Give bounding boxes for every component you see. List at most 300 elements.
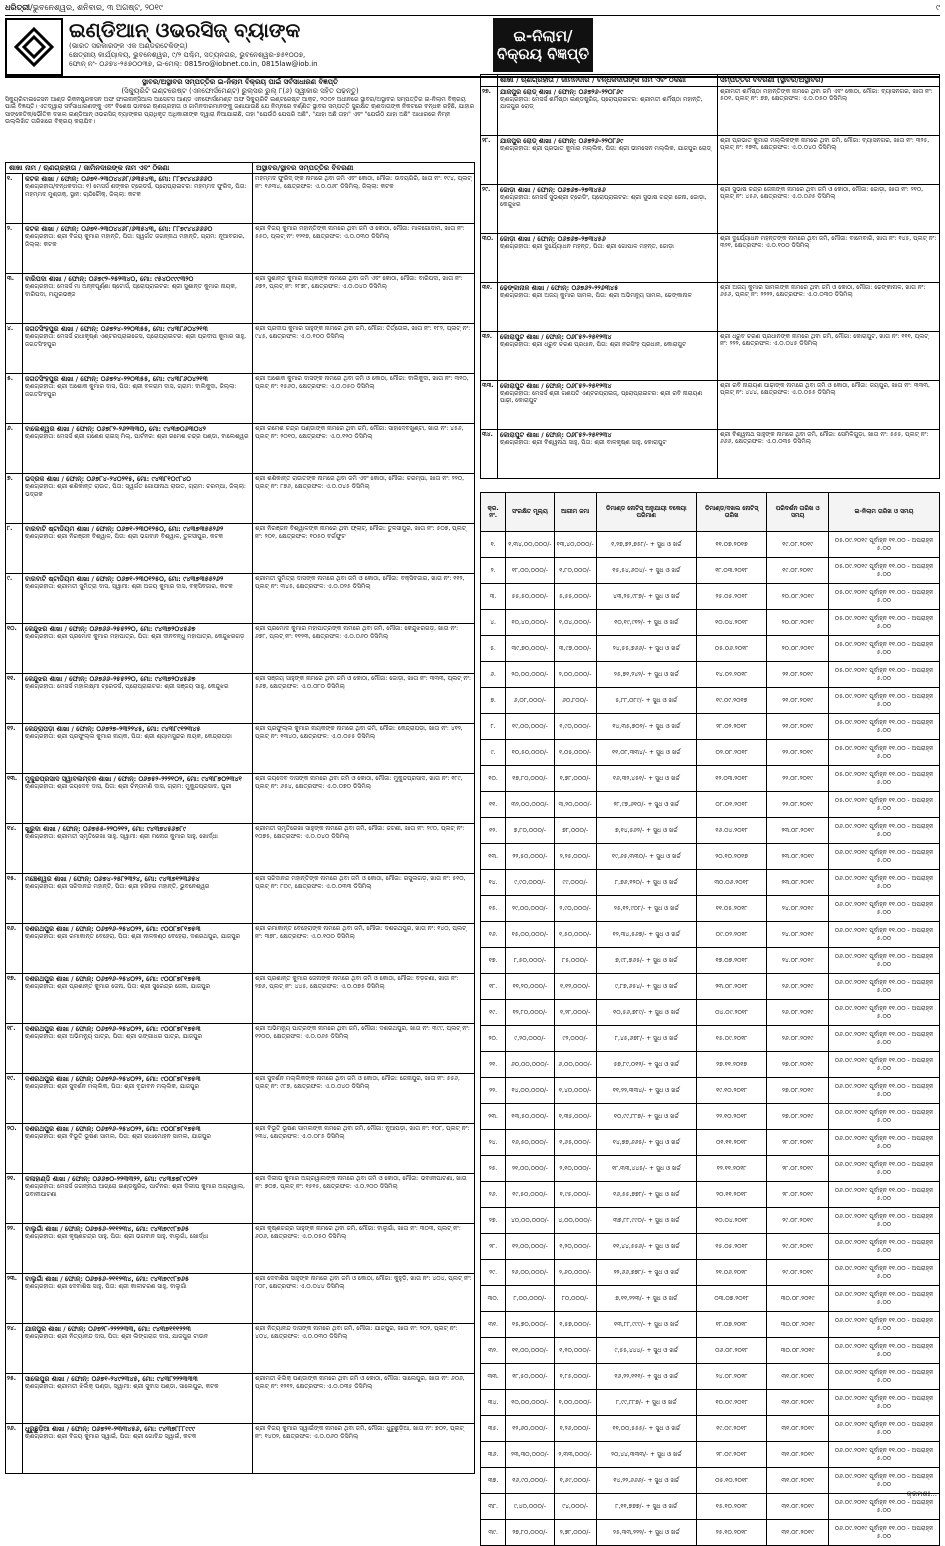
- borrower-details: ଋଣଗ୍ରହୀତା: ମେସର୍ସ ରାଧାକୃଷ୍ଣ ଏଣ୍ଟରପ୍ରାଇଜେସ, ପ୍ରୋପ୍ରାଇଟର: ଶ୍ରୀ ପ୍ରଦୀପ କୁମାର ସାହୁ, ଜଗତସିଂହପୁର: [25, 333, 247, 348]
- table-cell: ୨୬.୦୮.୨୦୧୯: [767, 974, 829, 1000]
- table-cell: ୨୫.୦୫.୨୦୧୮: [696, 584, 767, 610]
- table-row: [481, 662, 940, 688]
- borrower-details: ଋଣଗ୍ରହୀତା: ଶ୍ରୀ ଶଶିକାନ୍ତ ରାଉତ, ପିତା: ସ୍ୱର୍ଗତ ଗୋପୀନାଥ ରାଉତ, ଗ୍ରାମ: ଚରମ୍ପା, ଜିଲ୍ଲା: ଭଦ୍ରକ: [25, 483, 246, 498]
- bank-govt-note: (ଭାରତ ସରକାରଙ୍କ ଏକ ଅଣ୍ଡରଟେକିଙ୍ଗ୍): [69, 42, 188, 50]
- edition-date: /ଭୁବନେଶ୍ୱର, ଶନିବାର, ୩ ଅଗଷ୍ଟ, ୨୦୧୯: [30, 3, 163, 12]
- table-cell: ୦୬.୦୯.୨୦୧୯ ପୂର୍ବାହ୍ନ ୧୧.୦୦ - ଅପରାହ୍ନ ୫.୦୦: [828, 844, 939, 870]
- table-cell: ୩୭,୮୮,୯୯୦/- + ସୁଧ ଓ ଖର୍ଚ୍ଚ: [596, 1208, 696, 1234]
- table-cell: ୩୭.: [481, 1468, 506, 1494]
- table-cell: ୦୬.୦୯.୨୦୧୯ ପୂର୍ବାହ୍ନ ୧୧.୦୦ - ଅପରାହ୍ନ ୫.୦୦: [828, 1338, 939, 1364]
- table-cell: ୩.: [481, 584, 506, 610]
- entry-branch-borrower: [23, 974, 253, 1023]
- entry-branch-borrower: [23, 574, 253, 623]
- entry-number: ୩.: [6, 274, 23, 323]
- table-cell: ୧୦,୦୦,୦୦୦/-: [506, 1390, 554, 1416]
- entry-number: ୧୮.: [6, 1024, 23, 1073]
- table-cell: ୧୨,୩୪,୫୬୭/- + ସୁଧ ଓ ଖର୍ଚ୍ଚ: [596, 922, 696, 948]
- right-entries-list: [480, 87, 940, 479]
- notice-entry: [480, 381, 940, 430]
- table-cell: ୨୨.୧୦.୨୦୧୮: [696, 1104, 767, 1130]
- entry-number: ୧.: [6, 174, 23, 223]
- notice-entry: [5, 274, 475, 324]
- borrower-details: ଋଣଗ୍ରହୀତା: ଶ୍ରୀ ଅଭିମନ୍ୟୁ ପାତ୍ର, ପିତା: ଶ୍ରୀ ଗଙ୍ଗାଧର ପାତ୍ର, ଯାଜପୁର: [25, 1033, 203, 1041]
- notice-entry: [480, 283, 940, 332]
- table-cell: ୧,୯୦,୦୦୦/-: [554, 714, 596, 740]
- entry-branch-borrower: [498, 283, 718, 331]
- entry-branch-borrower: [23, 274, 253, 323]
- iob-logo-icon: [5, 18, 63, 76]
- table-row: [481, 1156, 940, 1182]
- table-row: [481, 896, 940, 922]
- table-cell: ୧୫.୦୫.୨୦୧୮: [696, 1234, 767, 1260]
- table-cell: ୦୬.୦୯.୨୦୧୯ ପୂର୍ବାହ୍ନ ୧୧.୦୦ - ଅପରାହ୍ନ ୫.୦୦: [828, 896, 939, 922]
- table-cell: ୦୫.୦୯.୨୦୧୯ ପୂର୍ବାହ୍ନ ୧୧.୦୦ - ଅପରାହ୍ନ ୫.୦୦: [828, 714, 939, 740]
- table-cell: ୦୬.୦୯.୨୦୧୯ ପୂର୍ବାହ୍ନ ୧୧.୦୦ - ଅପରାହ୍ନ ୫.୦୦: [828, 1156, 939, 1182]
- table-cell: ୨୨.୦୮.୨୦୧୯: [767, 740, 829, 766]
- table-cell: ୨୦.୧୧.୨୦୧୮: [696, 1182, 767, 1208]
- table-cell: ୧,୮୦,୦୦୦/-: [554, 558, 596, 584]
- entry-branch-borrower: [23, 874, 253, 923]
- entry-branch-borrower: [23, 724, 253, 773]
- table-cell: ୦୬.୦୯.୨୦୧୯ ପୂର୍ବାହ୍ନ ୧୧.୦୦ - ଅପରାହ୍ନ ୫.୦୦: [828, 948, 939, 974]
- table-header-cell: ଡିମାଣ୍ଡ ନୋଟିସ୍ ଅନୁଯାୟୀ ବକେୟା ପରିମାଣ: [596, 493, 696, 532]
- table-row: [481, 1416, 940, 1442]
- table-cell: ୧୯.୦୯.୨୦୧୮: [696, 1416, 767, 1442]
- entry-branch-borrower: [498, 332, 718, 380]
- table-cell: ୧୦.୦୪.୨୦୧୮: [696, 1208, 767, 1234]
- table-cell: ୨,୩୩,୦୦୦/-: [554, 1442, 596, 1468]
- branch-name: ଭଦ୍ରକ ଶାଖା / ଫୋନ୍: ୦୬୭୮୪-୨୪୦୨୧୫, ମୋ: ୯୪୩୮୧୦୯୮୪୦: [25, 475, 191, 483]
- table-cell: ୨୮,୯୭,୬୧୦/- + ସୁଧ ଓ ଖର୍ଚ୍ଚ: [596, 792, 696, 818]
- branch-name: କୋରାପୁଟ ଶାଖା / ଫୋନ୍: ୦୬୮୫୨-୨୫୧୨୩୪: [500, 430, 612, 439]
- table-cell: ୧୮.୦୭.୨୦୧୮: [696, 1312, 767, 1338]
- table-cell: ୨୨,୫୦,୦୦୦/-: [506, 844, 554, 870]
- asset-description: ଶ୍ରୀ ସୁଭାଷ ଚନ୍ଦ୍ର ଜେନାଙ୍କ ନାମରେ ଥିବା ଜମି ଓ କୋଠା, ମୌଜା: ଜୋଡ଼ା, ଖାତା ନଂ: ୨୧୦, ପ୍ଲଟ୍ ନଂ: ୪୫୬, କ୍ଷେତ୍ରଫଳ: ଏ.୦.୦୬୫ ଡିସିମିଲ୍: [720, 185, 924, 201]
- table-cell: ୧୨,୮୦,୦୦୦/-: [506, 1000, 554, 1026]
- entry-branch-borrower: [23, 1024, 253, 1073]
- bank-details: [69, 18, 489, 76]
- table-cell: ୨୩.୦୮.୨୦୧୯: [767, 844, 829, 870]
- table-cell: ୨୬.୦୮.୨୦୧୯: [767, 1000, 829, 1026]
- table-header-cell: କ୍ର. ନଂ.: [481, 493, 506, 532]
- notice-entry: [5, 1324, 475, 1374]
- branch-name: କେନ୍ଦୁଝର ଶାଖା / ଫୋନ୍: ୦୬୭୬୬-୨୫୫୨୨୦, ମୋ: ୯୪୩୭୨୦୪୫୬୭: [25, 625, 196, 633]
- table-cell: ୮୫,୦୦୦/-: [554, 948, 596, 974]
- table-cell: ୯,୫୫,୪୪୪/- + ସୁଧ ଓ ଖର୍ଚ୍ଚ: [596, 1338, 696, 1364]
- table-cell: ୨୦.୧୦.୨୦୧୭: [696, 844, 767, 870]
- table-cell: ୨୪.୦୮.୨୦୧୯: [767, 896, 829, 922]
- entry-branch-borrower: [23, 624, 253, 673]
- table-cell: ୧୧.୦୫.୨୦୧୮: [696, 896, 767, 922]
- table-cell: ୩୦.୦୮.୨୦୧୯: [767, 1286, 829, 1312]
- table-row: [481, 818, 940, 844]
- table-cell: ୨୦.୦୮.୨୦୧୯: [767, 636, 829, 662]
- table-cell: ୧୧,୨୨,୩୩୪/- + ସୁଧ ଓ ଖର୍ଚ୍ଚ: [596, 1078, 696, 1104]
- entry-branch-borrower: [498, 136, 718, 184]
- branch-name: କେନ୍ଦ୍ରାପଡ଼ା ଶାଖା / ଫୋନ୍: ୦୬୭୨୭-୨୩୨୨୪୫, ମୋ: ୯୪୩୮୯୧୨୩୪୫: [25, 725, 201, 733]
- borrower-details: ଋଣଗ୍ରହୀତା: ଶ୍ରୀ ଅଶୋକ କୁମାର ଦାସ, ପିତା: ଶ୍ରୀ ବଳରାମ ଦାସ, ଗ୍ରାମ: ବାଲିକୁଦା, ଜିଲ୍ଲା: ଜଗତସିଂହପୁର: [25, 383, 237, 398]
- table-cell: ୮.: [481, 714, 506, 740]
- asset-description: ଶ୍ରୀ ବିଜୟ କୁମାର ମହାନ୍ତିଙ୍କ ନାମରେ ଥିବା ଜମି ଓ କୋଠା, ମୌଜା: ମାଳଗୋଦାମ, ଖାତା ନଂ: ୫୫୦, ପ୍ଲଟ୍ ନଂ: ୧୨୧୭, କ୍ଷେତ୍ରଫଳ: ଏ.୦.୦୩୦ ଡିସିମିଲ୍: [255, 225, 465, 240]
- borrower-details: ଋଣଗ୍ରହୀତା: ଶ୍ରୀ ଦେବାଶିଷ ସାହୁ, ପିତା: ଶ୍ରୀ କାଳୀଚରଣ ସାହୁ, ବାଲୁଗାଁ: [25, 1283, 187, 1291]
- entry-branch-borrower: [23, 1324, 253, 1373]
- table-cell: ୦୫.୦୯.୨୦୧୯ ପୂର୍ବାହ୍ନ ୧୧.୦୦ - ଅପରାହ୍ନ ୫.୦୦: [828, 610, 939, 636]
- table-cell: ୨୪,୫୫,୭୬୬/- + ସୁଧ ଓ ଖର୍ଚ୍ଚ: [596, 636, 696, 662]
- entry-branch-borrower: [23, 674, 253, 723]
- branch-name: ଦଶରଥପୁର ଶାଖା / ଫୋନ୍: ୦୬୭୨୬-୨୫୪୦୨୨, ମୋ: ୯୦୦୮୭୮୧୭୫୩: [25, 1125, 201, 1133]
- table-cell: ୨୮.୦୮.୨୦୧୯: [767, 1156, 829, 1182]
- table-cell: ୧୩,୫୦,୦୦୦/-: [506, 1104, 554, 1130]
- table-cell: ୩୧.: [481, 1312, 506, 1338]
- branch-name: ଯାଜପୁର ରୋଡ୍ ଶାଖା / ଫୋନ୍: ୦୬୭୨୬-୨୨୦୮୬୯: [500, 87, 624, 96]
- table-cell: ୧,୨୮,୦୦୦/-: [554, 1000, 596, 1026]
- table-row: [481, 1234, 940, 1260]
- table-cell: ୧୫,୫୪,୬୦୪/- + ସୁଧ ଓ ଖର୍ଚ୍ଚ: [596, 558, 696, 584]
- branch-name: କଳାହାଣ୍ଡି ଶାଖା / ଫୋନ୍: ୦୬୬୭୦-୨୨୩୩୨୨, ମୋ: ୯୪୩୭୭୮୯୦୧୨: [25, 1175, 198, 1183]
- branch-name: ବାରବାଟି ଷ୍ଟାଡିୟମ ଶାଖା / ଫୋନ୍: ୦୬୭୧-୨୩୦୧୨୫୦, ମୋ: ୯୪୩୭୩୫୫୨୬୨: [25, 575, 224, 583]
- entry-number: ୧୭.: [6, 974, 23, 1023]
- branch-name: କୋରାପୁଟ ଶାଖା / ଫୋନ୍: ୦୬୮୫୨-୨୫୧୨୩୪: [500, 381, 612, 390]
- table-row: [481, 610, 940, 636]
- table-cell: ୧୧,୨୦,୦୦୦/-: [506, 974, 554, 1000]
- table-row: [481, 1494, 940, 1520]
- table-cell: ୧୬.: [481, 922, 506, 948]
- table-cell: ୮,୪୫,୬୭୮/- + ସୁଧ ଓ ଖର୍ଚ୍ଚ: [596, 1026, 696, 1052]
- entry-branch-borrower: [23, 474, 253, 523]
- entry-number: ୩୨.: [481, 332, 498, 380]
- table-row: [481, 1208, 940, 1234]
- branch-name: ଜୋଡ଼ା ଶାଖା / ଫୋନ୍: ୦୬୭୬୭-୨୭୩୪୫୬: [500, 234, 606, 243]
- borrower-details: ଋଣଗ୍ରହୀତା: ଶ୍ରୀମତୀ ଝିଲିକ୍ ପଣ୍ଡା, ସ୍ୱାମୀ: ଶ୍ରୀ ସୁବାସ ପଣ୍ଡା, ସାଲେପୁର, କଟକ: [25, 1383, 219, 1391]
- entry-number: ୧୫.: [6, 874, 23, 923]
- entry-branch-borrower: [23, 824, 253, 873]
- table-cell: ୦୬.୦୯.୨୦୧୯ ପୂର୍ବାହ୍ନ ୧୧.୦୦ - ଅପରାହ୍ନ ୫.୦୦: [828, 1286, 939, 1312]
- entry-branch-borrower: [498, 234, 718, 282]
- table-cell: ୧୨,୬୦,୦୦୦/-: [506, 1416, 554, 1442]
- intro-notice: [5, 78, 475, 158]
- bank-name: ଇଣ୍ଡିଆନ୍ ଓଭରସିଜ୍ ବ୍ୟାଙ୍କ: [69, 18, 301, 42]
- borrower-details: ଋଣଗ୍ରହୀତା: ଶ୍ରୀ ନିରଞ୍ଜନ ବିଶ୍ୱାଳ, ପିତା: ଶ୍ରୀ ଭଗବାନ ବିଶ୍ୱାଳ, ତୁଳସୀପୁର, କଟକ: [25, 533, 224, 541]
- borrower-details: ଋଣଗ୍ରହୀତା: ଶ୍ରୀମତୀ ସୁମିତ୍ରା ଦାସ, ସ୍ୱାମୀ: ଶ୍ରୀ ଅଜୟ କୁମାର ଦାସ, ବକ୍ସିବଜାର, କଟକ: [25, 583, 233, 591]
- asset-description: ଶ୍ରୀ ରମାକାନ୍ତ ବେହେରାଙ୍କ ନାମରେ ଥିବା ଜମି, ମୌଜା: ଦଶରଥପୁର, ଖାତା ନଂ: ୧୪୦, ପ୍ଲଟ୍ ନଂ: ୩୭୮, କ୍ଷେତ୍ରଫଳ: ଏ.୦.୧୦୦ ଡିସିମିଲ୍: [255, 925, 467, 940]
- asset-description: ଶ୍ରୀ ସୁଶାନ୍ତ କୁମାର ନାୟକଙ୍କ ନାମରେ ଥିବା ଜମି ଏବଂ କୋଠା, ମୌଜା: ବାରିପଦା, ଖାତା ନଂ: ୬୭୨, ପ୍ଲଟ୍ ନଂ: ୨୮୭୮, କ୍ଷେତ୍ରଫଳ: ଏ.୦.୦୪୦ ଡିସିମିଲ୍: [255, 275, 463, 290]
- branch-name: ଦଶରଥପୁର ଶାଖା / ଫୋନ୍: ୦୬୭୨୬-୨୫୪୦୨୨, ମୋ: ୯୦୦୮୭୮୧୭୫୩: [25, 925, 201, 933]
- asset-description: ଶ୍ରୀ ପ୍ରଫୁଲ୍ଲ କୁମାର ନାୟକଙ୍କ ନାମରେ ଥିବା ଜମି, ମୌଜା: କେନ୍ଦ୍ରାପଡ଼ା, ଖାତା ନଂ: ୪୧୨, ପ୍ଲଟ୍ ନଂ: ୧୩୪୦, କ୍ଷେତ୍ରଫଳ: ଏ.୦.୦୫୫ ଡିସିମିଲ୍: [255, 725, 463, 740]
- table-cell: ୦୬.୦୯.୨୦୧୯ ପୂର୍ବାହ୍ନ ୧୧.୦୦ - ଅପରାହ୍ନ ୫.୦୦: [828, 818, 939, 844]
- table-cell: ୯୨,୦୦୦/-: [554, 1026, 596, 1052]
- table-cell: ୪୦,୦୦,୦୦୦/-: [506, 1208, 554, 1234]
- table-row: [481, 1182, 940, 1208]
- table-cell: ୧୦.୦୯.୨୦୧୮: [696, 1390, 767, 1416]
- table-cell: ୨୩.: [481, 1104, 506, 1130]
- table-cell: ୨୬.୦୮.୨୦୧୯: [767, 1026, 829, 1052]
- table-cell: ୧୦,୫୬,୭୮୯/- + ସୁଧ ଓ ଖର୍ଚ୍ଚ: [596, 1000, 696, 1026]
- table-cell: ୧,୧୦,୦୦୦/-: [554, 1338, 596, 1364]
- entry-number: ୩୩.: [481, 381, 498, 429]
- table-cell: ୩୧.୦୮.୨୦୧୯: [767, 1364, 829, 1390]
- table-cell: ୮,୫୦,୦୦୦/-: [506, 948, 554, 974]
- asset-description: ଶ୍ରୀ ଦେବାଶିଷ ସାହୁଙ୍କ ନାମରେ ଥିବା ଜମି ଓ କୋଠା, ମୌଜା: କୁହୁଡ଼ି, ଖାତା ନଂ: ୪୦୪, ପ୍ଲଟ୍ ନଂ: ୮୦୮, କ୍ଷେତ୍ରଫଳ: ଏ.୦.୦୪୪ ଡିସିମିଲ୍: [255, 1275, 472, 1290]
- table-row: [481, 1260, 940, 1286]
- branch-name: ଯାଜପୁର ରୋଡ୍ ଶାଖା / ଫୋନ୍: ୦୬୭୨୬-୨୨୦୮୬୯: [500, 136, 624, 145]
- entry-branch-borrower: [23, 424, 253, 473]
- intro-body: ସିକ୍ୟୁରିଟାଇଜେସନ ଆଣ୍ଡ ରିକନଷ୍ଟ୍ରକସନ ଅଫ ଫାଇନାନ୍ସିଆଲ ଆସେଟସ ଆଣ୍ଡ ଏନଫୋର୍ସମେଣ୍ଟ ଅଫ ସିକ୍ୟୁରିଟି ଇଣ୍ଟରେଷ୍ଟ ଆକ୍ଟ, ୨୦୦୨ ଅଧୀନରେ ସ୍ଥାବର/ଅସ୍ଥାବର ସମ୍ପତ୍ତିର ଇ-ନିଲାମ ବିକ୍ରୟ ପାଇଁ ବିଜ୍ଞପ୍ତି। ଏତଦ୍ୱାରା ସର୍ବସାଧାରଣଙ୍କୁ ଏବଂ ବିଶେଷ ଭାବରେ ଋଣଗ୍ରହୀତା ଓ ଜାମିନଦାରମାନଙ୍କୁ ଜଣାଯାଉଛି ଯେ ନିମ୍ନରେ ବର୍ଣ୍ଣିତ ସ୍ଥାବର ସମ୍ପତ୍ତି ସୁରକ୍ଷିତ ଋଣଦାତାଙ୍କ ନିକଟରେ ବନ୍ଧକ ରହିଛି, ଯାହାର ସାଙ୍କେତିକ/ଭୌତିକ ଦଖଲ ଇଣ୍ଡିଆନ୍ ଓଭରସିଜ୍ ବ୍ୟାଙ୍କର ପ୍ରାଧିକୃତ ଅଧିକାରୀଙ୍କ ଦ୍ୱାରା ନିଆଯାଇଛି, ତାହା "ଯେଉଁଠି ଯେପରି ଅଛି", "ଯାହା ଅଛି ତାହା" ଏବଂ "ଯେଉଁଠି ଯାହା ଅଛି" ଆଧାରରେ ନିମ୍ନ ଉଲ୍ଲିଖିତ ତାରିଖରେ ବିକ୍ରୟ କରାଯିବ।: [5, 95, 475, 125]
- branch-name: ବାରିପଦା ଶାଖା / ଫୋନ୍: ୦୬୭୯୨-୨୫୨୩୪୦, ମୋ: ୯୫୪୦୯୯୯୩୨୦: [25, 275, 194, 283]
- table-cell: ୯.: [481, 740, 506, 766]
- right-header-branch: ଶାଖା / ଋଣଗ୍ରହୀତା / ଜାମିନଦାର / ବନ୍ଧକଦାତାଙ୍କ ନାମ ଏବଂ ଠିକଣା: [498, 75, 718, 86]
- branch-name: ବାରବାଟି ଷ୍ଟାଡିୟମ ଶାଖା / ଫୋନ୍: ୦୬୭୧-୨୩୦୧୨୫୦, ମୋ: ୯୪୩୭୩୫୫୨୬୨: [25, 525, 224, 533]
- branch-name: ବାଲେଶ୍ୱର ଶାଖା / ଫୋନ୍: ୦୬୭୮୨-୨୬୨୩୩୦, ମୋ: ୯୪୩୭୦୬୩୦୪୨: [25, 425, 206, 433]
- asset-description: ଶ୍ରୀ ବିଭୂତି ଭୂଷଣ ସାମଲଙ୍କ ନାମରେ ଥିବା ଜମି, ମୌଜା: ନୂଆପଡ଼ା, ଖାତା ନଂ: ୧୦୮, ପ୍ଲଟ୍ ନଂ: ୨୩୪, କ୍ଷେତ୍ରଫଳ: ଏ.୦.୦୮୫ ଡିସିମିଲ୍: [255, 1125, 470, 1140]
- table-cell: ୦୬.୦୯.୨୦୧୯ ପୂର୍ବାହ୍ନ ୧୧.୦୦ - ଅପରାହ୍ନ ୫.୦୦: [828, 1416, 939, 1442]
- table-cell: ୨୧.୦୮.୨୦୧୯: [767, 714, 829, 740]
- table-cell: ୧୯.୦୯.୨୦୧୭: [696, 688, 767, 714]
- table-cell: ୩୯,୭୦,୦୦୦/-: [506, 636, 554, 662]
- bank-banner: [5, 18, 940, 78]
- entry-branch-borrower: [23, 924, 253, 973]
- table-cell: ୩୧.୦୮.୨୦୧୯: [767, 1390, 829, 1416]
- borrower-details: ଋଣଗ୍ରହୀତା: ଶ୍ରୀ ଦୁର୍ଯ୍ୟୋଧନ ମହନ୍ତ, ପିତା: ଶ୍ରୀ ଗୋପାଳ ମହନ୍ତ, ଜୋଡ଼ା: [500, 242, 674, 250]
- notice-entry: [5, 924, 475, 974]
- table-cell: ୦୬.୦୯.୨୦୧୯ ପୂର୍ବାହ୍ନ ୧୧.୦୦ - ଅପରାହ୍ନ ୫.୦୦: [828, 1208, 939, 1234]
- asset-description: ଶ୍ରୀ ସଚ୍ଚିଦାନନ୍ଦ ମହାନ୍ତିଙ୍କ ନାମରେ ଥିବା ଜମି ଓ କୋଠା, ମୌଜା: ରସୁଲଗଡ଼, ଖାତା ନଂ: ୫୧୦, ପ୍ଲଟ୍ ନଂ: ୮୦୯, କ୍ଷେତ୍ରଫଳ: ଏ.୦.୦୩୩ ଡିସିମିଲ୍: [255, 875, 466, 890]
- table-cell: ୧୯.୦୮.୨୦୧୯: [767, 558, 829, 584]
- notice-entry: [5, 674, 475, 724]
- entry-number: ୨୩.: [6, 1274, 23, 1323]
- branch-name: ଜଗତସିଂହପୁର ଶାଖା / ଫୋନ୍: ୦୬୭୨୪-୨୨୦୩୫୫, ମୋ: ୯୪୩୮୬୦୪୨୧୩: [25, 325, 208, 333]
- table-cell: ୫.: [481, 636, 506, 662]
- table-row: [481, 714, 940, 740]
- table-row: [481, 1026, 940, 1052]
- notice-entry: [5, 1274, 475, 1324]
- asset-description: ମହମ୍ମଦ ଫୁରିଦ୍ ଙ୍କ ନାମରେ ଥିବା ଜମି ଏବଂ କୋଠା, ମୌଜା: ଉଦୟଗିରି, ଖାତା ନଂ: ୧୯୪, ପ୍ଲଟ୍ ନଂ: ୧୬୩୪, କ୍ଷେତ୍ରଫଳ: ଏ.୦.୦୬୮ ଡିସିମିଲ୍, ଜିଲ୍ଲା: କଟକ: [255, 175, 472, 190]
- table-cell: ୦୬.୦୯.୨୦୧୯ ପୂର୍ବାହ୍ନ ୧୧.୦୦ - ଅପରାହ୍ନ ୫.୦୦: [828, 1442, 939, 1468]
- table-header-cell: ସଂରକ୍ଷିତ ମୂଲ୍ୟ: [506, 493, 554, 532]
- table-cell: ୨୨,୬୬,୭୭୮/- + ସୁଧ ଓ ଖର୍ଚ୍ଚ: [596, 1260, 696, 1286]
- entry-branch-borrower: [23, 1124, 253, 1173]
- entry-number: ୨.: [6, 224, 23, 273]
- page-number: ୯: [936, 3, 940, 12]
- table-cell: ୨୯.୦୮.୨୦୧୯: [767, 1234, 829, 1260]
- branch-name: ବାଲୁଗାଁ ଶାଖା / ଫୋନ୍: ୦୬୭୫୬-୨୧୧୨୩୪, ମୋ: ୯୪୩୭୯୯୮୭୬୫: [25, 1225, 189, 1233]
- table-row: [481, 792, 940, 818]
- table-cell: ୨୮.୦୮.୨୦୧୯: [767, 1130, 829, 1156]
- entry-branch-borrower: [23, 1274, 253, 1323]
- bank-office-address: କ୍ଷେତ୍ରୀୟ କାର୍ଯ୍ୟାଳୟ, ଭୁବନେଶ୍ୱର, ୯/୨ ପଶ୍ଚିମ, ସତ୍ୟନଗର, ଭୁବନେଶ୍ୱର-୭୫୧୦୦୭,: [69, 50, 306, 59]
- table-cell: ୦୬.୦୯.୨୦୧୯ ପୂର୍ବାହ୍ନ ୧୧.୦୦ - ଅପରାହ୍ନ ୫.୦୦: [828, 922, 939, 948]
- table-cell: ୧୨,୦୦,୦୦୦/-: [506, 1234, 554, 1260]
- table-cell: ୮,୦୦,୦୦୦/-: [506, 1286, 554, 1312]
- table-cell: ୦୫.୦୯.୨୦୧୯ ପୂର୍ବାହ୍ନ ୧୧.୦୦ - ଅପରାହ୍ନ ୫.୦୦: [828, 662, 939, 688]
- table-cell: ୦୫.୦୯.୨୦୧୯ ପୂର୍ବାହ୍ନ ୧୧.୦୦ - ଅପରାହ୍ନ ୫.୦୦: [828, 766, 939, 792]
- table-cell: ୧୬.୦୪.୨୦୧୮: [696, 818, 767, 844]
- table-cell: ୨୦.: [481, 1026, 506, 1052]
- table-cell: ୧୨.୦୩.୨୦୧୮: [696, 766, 767, 792]
- entry-branch-borrower: [23, 1174, 253, 1223]
- table-cell: ୨୮.୦୮.୨୦୧୯: [767, 1182, 829, 1208]
- borrower-details: ଋଣଗ୍ରହୀତା: ଶ୍ରୀ ସୁଦର୍ଶନ ମଲ୍ଲିକ, ପିତା: ଶ୍ରୀ ବୃନ୍ଦାବନ ମଲ୍ଲିକ, ଯାଜପୁର: [25, 1083, 200, 1091]
- asset-description: ଶ୍ରୀ ନିରଞ୍ଜନ ବିଶ୍ୱାଳଙ୍କ ନାମରେ ଥିବା ଫ୍ଲାଟ୍, ମୌଜା: ତୁଳସୀପୁର, ଖାତା ନଂ: ୫୦୭, ପ୍ଲଟ୍ ନଂ: ୨୦୧, କ୍ଷେତ୍ରଫଳ: ୧୦୫୦ ବର୍ଗଫୁଟ: [255, 525, 467, 540]
- entry-branch-borrower: [23, 524, 253, 573]
- table-cell: ୨,୧୦,୦୦୦/-: [554, 1156, 596, 1182]
- table-cell: ୨୪.: [481, 1130, 506, 1156]
- asset-description: ଶ୍ରୀ ରମେଶ ଚନ୍ଦ୍ର ପଣ୍ଡାଙ୍କ ନାମରେ ଥିବା ଜମି, ମୌଜା: ସାହାଦେବଖୁଣ୍ଟା, ଖାତା ନଂ: ୪୫୬, ପ୍ଲଟ୍ ନଂ: ୨୦୧୦, କ୍ଷେତ୍ରଫଳ: ଏ.୦.୧୨୦ ଡିସିମିଲ୍: [255, 425, 464, 440]
- table-cell: ୧୬,୫୦,୦୦୦/-: [506, 1130, 554, 1156]
- borrower-details: ଋଣଗ୍ରହୀତା: ଶ୍ରୀ ବିଭୂତି ଭୂଷଣ ସାମଲ, ପିତା: ଶ୍ରୀ ରାଧାମୋହନ ସାମଲ, ଯାଜପୁର: [25, 1133, 211, 1141]
- notice-entry: [5, 574, 475, 624]
- table-cell: ୨୨.୦୮.୨୦୧୯: [767, 766, 829, 792]
- table-cell: ୩୫.: [481, 1416, 506, 1442]
- auction-table: [480, 492, 940, 1546]
- notice-entry: [480, 332, 940, 381]
- asset-description: ଶ୍ରୀ ଅଜୟ କୁମାର ସାମଲଙ୍କ ନାମରେ ଥିବା ଜମି ଓ କୋଠା, ମୌଜା: ଢେଙ୍କାନାଳ, ଖାତା ନଂ: ୬୫୬, ପ୍ଲଟ୍ ନଂ: ୨୨୨୨, କ୍ଷେତ୍ରଫଳ: ଏ.୦.୦୩୦ ଡିସିମିଲ୍: [720, 283, 926, 299]
- borrower-details: ଋଣଗ୍ରହୀତା/ବନ୍ଧକଦାତା: ୧) ମେସର୍ସ ଶଙ୍କର ଟ୍ରେଡର୍ସ, ପ୍ରୋପ୍ରାଇଟର: ମହମ୍ମଦ ଫୁରିଦ୍, ପିତା: ମହମ୍ମଦ ମୁଶ୍ତାକ୍, ସ୍ଥାନ: ଚାନ୍ଦିଚୌକ୍, ଜିଲ୍ଲା: କଟକ: [25, 183, 247, 198]
- table-cell: ୧୪.୦୨.୨୦୧୮: [696, 662, 767, 688]
- branch-name: ଧୁରୁଛୁଡ଼ିଆ ଶାଖା / ଫୋନ୍: ୦୬୭୨୧-୨୩୩୪୫୬, ମୋ: ୯୪୩୭୮୮୮୯୯୯: [25, 1425, 196, 1433]
- branch-name: ଜଗତସିଂହପୁର ଶାଖା / ଫୋନ୍: ୦୬୭୨୪-୨୨୦୩୫୫, ମୋ: ୯୪୩୮୬୦୪୨୧୩: [25, 375, 208, 383]
- entry-branch-borrower: [23, 1074, 253, 1123]
- table-cell: ୦୬.୦୯.୨୦୧୯ ପୂର୍ବାହ୍ନ ୧୧.୦୦ - ଅପରାହ୍ନ ୫.୦୦: [828, 1078, 939, 1104]
- table-cell: ୨.: [481, 558, 506, 584]
- table-cell: ୧,୬୯,୦୦୦/-: [554, 1468, 596, 1494]
- borrower-details: ଋଣଗ୍ରହୀତା: ଶ୍ରୀ ପ୍ରମୋଦ କୁମାର ମହାପାତ୍ର, ପିତା: ଶ୍ରୀ ଦୀନବନ୍ଧୁ ମହାପାତ୍ର, କେନ୍ଦୁଝରଗଡ଼: [25, 633, 245, 641]
- table-cell: ୨୧,୦୦,୦୦୦/-: [506, 1156, 554, 1182]
- table-cell: ୦୬.୦୯.୨୦୧୯ ପୂର୍ବାହ୍ନ ୧୧.୦୦ - ଅପରାହ୍ନ ୫.୦୦: [828, 1312, 939, 1338]
- table-cell: ୯୪,୦୦୦/-: [554, 1494, 596, 1520]
- entry-number: ୫.: [6, 374, 23, 423]
- table-cell: ୩୨,୦୦,୦୦୦/-: [506, 792, 554, 818]
- branch-name: ମଞ୍ଚେଶ୍ୱର ଶାଖା / ଫୋନ୍: ୦୬୭୪-୨୫୮୨୩୨୪, ମୋ: ୯୪୩୭୧୨୩୬୫୪: [25, 875, 200, 883]
- table-cell: ୮,୯୯,୮୮୭/- + ସୁଧ ଓ ଖର୍ଚ୍ଚ: [596, 1390, 696, 1416]
- asset-description: ଶ୍ରୀ ନିତ୍ୟାନନ୍ଦ ଦାସଙ୍କ ନାମରେ ଥିବା ଜମି, ମୌଜା: ଯାଜପୁର, ଖାତା ନଂ: ୨୦୨, ପ୍ଲଟ୍ ନଂ: ୪୦୪, କ୍ଷେତ୍ରଫଳ: ଏ.୦.୦୩୦ ଡିସିମିଲ୍: [255, 1325, 458, 1340]
- table-cell: ୧୭,୮୦,୦୦୦/-: [506, 766, 554, 792]
- table-cell: ୦୫.୦୯.୨୦୧୯ ପୂର୍ବାହ୍ନ ୧୧.୦୦ - ଅପରାହ୍ନ ୫.୦୦: [828, 688, 939, 714]
- asset-description: ଶ୍ରୀ ଅଭିମନ୍ୟୁ ପାତ୍ରଙ୍କ ନାମରେ ଥିବା ଜମି, ମୌଜା: ଦଶରଥପୁର, ଖାତା ନଂ: ୩୯୯, ପ୍ଲଟ୍ ନଂ: ୧୨୦୦, କ୍ଷେତ୍ରଫଳ: ଏ.୦.୦୬୫ ଡିସିମିଲ୍: [255, 1025, 470, 1040]
- table-cell: ୩,୯୭,୦୦୦/-: [554, 636, 596, 662]
- borrower-details: ଋଣଗ୍ରହୀତା: ମେସର୍ସ ମହାଲକ୍ଷ୍ମୀ ଟ୍ରେଡର୍ସ, ପ୍ରୋପ୍ରାଇଟର: ଶ୍ରୀ ସଞ୍ଜୟ ସାହୁ, କେନ୍ଦୁଝର: [25, 683, 229, 691]
- notice-entry: [5, 1174, 475, 1224]
- table-cell: ୭,୧୪,୫୬୨/- + ସୁଧ ଓ ଖର୍ଚ୍ଚ: [596, 818, 696, 844]
- table-cell: ୨୫.୧୦.୨୦୧୮: [696, 1520, 767, 1546]
- table-cell: ୨୭.୦୮.୨୦୧୯: [767, 1078, 829, 1104]
- table-cell: ୦୬.୦୯.୨୦୧୯ ପୂର୍ବାହ୍ନ ୧୧.୦୦ - ଅପରାହ୍ନ ୫.୦୦: [828, 1104, 939, 1130]
- table-cell: ୩୧.୦୮.୨୦୧୯: [767, 1520, 829, 1546]
- table-cell: ୪,୦୦,୦୦୦/-: [554, 1208, 596, 1234]
- table-cell: ୦୫.୦୯.୨୦୧୯ ପୂର୍ବାହ୍ନ ୧୧.୦୦ - ଅପରାହ୍ନ ୫.୦୦: [828, 558, 939, 584]
- table-cell: ୨୭.୦୮.୨୦୧୯: [767, 1052, 829, 1078]
- notice-entry: [5, 874, 475, 924]
- table-cell: ୨୭.୧୧.୨୦୧୭: [696, 1052, 767, 1078]
- table-cell: ୨,୬୦,୦୦୦/-: [554, 1260, 596, 1286]
- table-cell: ୧୨.: [481, 818, 506, 844]
- table-cell: ୦୫.୦୯.୨୦୧୯ ପୂର୍ବାହ୍ନ ୧୧.୦୦ - ଅପରାହ୍ନ ୫.୦୦: [828, 532, 939, 558]
- borrower-details: ଋଣଗ୍ରହୀତା: ଶ୍ରୀ ଜୟଦେବ ଦାସ, ପିତା: ଶ୍ରୀ ଚିନ୍ତାମଣି ଦାସ, ଗ୍ରାମ: ମୁକୁନ୍ଦପ୍ରସାଦ, ପୁରୀ: [25, 783, 232, 791]
- table-row: [481, 532, 940, 558]
- table-cell: ୨୯.୦୮.୨୦୧୯: [767, 1260, 829, 1286]
- notice-entry: [5, 374, 475, 424]
- asset-description: ଶ୍ରୀ ଜୟଦେବ ଦାସଙ୍କ ନାମରେ ଥିବା ଜମି ଓ କୋଠା, ମୌଜା: ମୁକୁନ୍ଦପ୍ରସାଦ, ଖାତା ନଂ: ୧୮୯, ପ୍ଲଟ୍ ନଂ: ୬୫୪, କ୍ଷେତ୍ରଫଳ: ଏ.୦.୦୭୦ ଡିସିମିଲ୍: [255, 775, 463, 790]
- table-row: [481, 1390, 940, 1416]
- table-cell: ୦୫.୦୯.୨୦୧୯ ପୂର୍ବାହ୍ନ ୧୧.୦୦ - ଅପରାହ୍ନ ୫.୦୦: [828, 584, 939, 610]
- asset-description: ଶ୍ରୀ ସୁଦର୍ଶନ ମଲ୍ଲିକଙ୍କ ନାମରେ ଥିବା ଜମି ଓ କୋଠା, ମୌଜା: ଜେନାପୁର, ଖାତା ନଂ: ୫୫୬, ପ୍ଲଟ୍ ନଂ: ୯୮୭, କ୍ଷେତ୍ରଫଳ: ଏ.୦.୦୪୦ ଡିସିମିଲ୍: [255, 1075, 460, 1090]
- table-cell: ୨୩.୦୮.୨୦୧୯: [767, 870, 829, 896]
- table-cell: ୨୭,୮୦,୦୦୦/-: [506, 1520, 554, 1546]
- entry-number: ୨୦.: [6, 1124, 23, 1173]
- table-cell: ୦୬.୦୯.୨୦୧୯ ପୂର୍ବାହ୍ନ ୧୧.୦୦ - ଅପରାହ୍ନ ୫.୦୦: [828, 1390, 939, 1416]
- auction-table-header: [481, 493, 940, 532]
- table-cell: ୧୧.: [481, 792, 506, 818]
- left-header-branch: ଶାଖା ନାମ / ଋଣଗ୍ରହୀତା / ଜାମିନଦାରଙ୍କ ନାମ ଏବଂ ଠିକଣା: [6, 163, 253, 173]
- table-row: [481, 1078, 940, 1104]
- notice-entry: [5, 1224, 475, 1274]
- table-cell: ୨୩.୦୮.୨୦୧୮: [696, 974, 767, 1000]
- newspaper-name: ଧରିତ୍ରୀ: [5, 3, 30, 12]
- table-cell: ୧,୦୦,୦୦୦/-: [554, 1390, 596, 1416]
- entry-number: ୭.: [6, 474, 23, 523]
- table-header-cell: ପରିଦର୍ଶନ ତାରିଖ ଓ ସମୟ: [767, 493, 829, 532]
- entry-number: ୨୪.: [6, 1324, 23, 1373]
- table-cell: ୧୪,୩୫,୭୦୨/- + ସୁଧ ଓ ଖର୍ଚ୍ଚ: [596, 714, 696, 740]
- table-cell: ୧୫.: [481, 896, 506, 922]
- table-cell: ୦୪.୦୯.୨୦୧୮: [696, 1000, 767, 1026]
- table-cell: ୦୫.୧୦.୨୦୧୮: [696, 1468, 767, 1494]
- table-cell: ୧୨.୧୧.୨୦୧୮: [696, 1156, 767, 1182]
- notice-entry: [5, 474, 475, 524]
- table-cell: ୧୦.: [481, 766, 506, 792]
- table-cell: ୨୦.୦୮.୨୦୧୯: [767, 610, 829, 636]
- table-cell: ୩୦.୦୮.୨୦୧୯: [767, 1338, 829, 1364]
- asset-description: ଶ୍ରୀ ପ୍ରଭାତ କୁମାର ମଲ୍ଲିକଙ୍କ ନାମରେ ଥିବା ଜମି, ମୌଜା: ବ୍ୟାସନଗର, ଖାତା ନଂ: ୩୨୫, ପ୍ଲଟ୍ ନଂ: ୧୭୩, କ୍ଷେତ୍ରଫଳ: ଏ.୦.୦୪୦ ଡିସିମିଲ୍: [720, 136, 930, 152]
- notice-entry: [5, 974, 475, 1024]
- table-cell: ୧୪,୦୦,୦୦୦/-: [506, 1078, 554, 1104]
- entry-branch-borrower: [498, 381, 718, 429]
- table-cell: ୦୬.୦୯.୨୦୧୯ ପୂର୍ବାହ୍ନ ୧୧.୦୦ - ଅପରାହ୍ନ ୫.୦୦: [828, 1000, 939, 1026]
- table-cell: ୧.: [481, 532, 506, 558]
- entry-branch-borrower: [23, 324, 253, 373]
- borrower-details: ଋଣଗ୍ରହୀତା: ମେସର୍ସ ସୁଭଶ୍ରୀ ଟ୍ରେଡିଂ, ପ୍ରୋପ୍ରାଇଟର: ଶ୍ରୀ ସୁଭାଷ ଚନ୍ଦ୍ର ଜେନା, ଜୋଡ଼ା, କେନ୍ଦୁଝର: [500, 193, 707, 209]
- entry-number: ୨୭.: [481, 87, 498, 135]
- table-cell: ୧୮.: [481, 974, 506, 1000]
- table-cell: ୧୭.୦୭.୨୦୧୮: [696, 948, 767, 974]
- entry-number: ୩୦.: [481, 234, 498, 282]
- entry-branch-borrower: [498, 185, 718, 233]
- table-cell: ୦୬.୦୯.୨୦୧୯ ପୂର୍ବାହ୍ନ ୧୧.୦୦ - ଅପରାହ୍ନ ୫.୦୦: [828, 1468, 939, 1494]
- notice-entry: [5, 1024, 475, 1074]
- table-cell: ୭୮,୦୦୦/-: [554, 818, 596, 844]
- asset-description: ଶ୍ରୀ ପ୍ରମୋଦ କୁମାର ମହାପାତ୍ରଙ୍କ ନାମରେ ଥିବା ଜମି, ମୌଜା: କେନ୍ଦୁଝରଗଡ଼, ଖାତା ନଂ: ୬୭୮, ପ୍ଲଟ୍ ନଂ: ୧୧୨୩, କ୍ଷେତ୍ରଫଳ: ଏ.୦.୦୬୦ ଡିସିମିଲ୍: [255, 625, 459, 640]
- table-cell: ୧୯.୦୮.୨୦୧୯: [767, 532, 829, 558]
- table-cell: ୧୦,୫୦,୦୦୦/-: [506, 740, 554, 766]
- table-cell: ୩୧.୦୮.୨୦୧୯: [767, 1416, 829, 1442]
- table-cell: ୨୭.୦୮.୨୦୧୯: [767, 1104, 829, 1130]
- table-cell: ୨,୭୮,୦୦୦/-: [554, 1520, 596, 1546]
- running-header: [5, 3, 940, 16]
- table-header-cell: ଇ-ନିଲାମ ତାରିଖ ଓ ସମୟ: [828, 493, 939, 532]
- table-cell: ୧୫,୭୦,୦୦୦/-: [506, 1312, 554, 1338]
- table-row: [481, 1338, 940, 1364]
- entry-number: ୨୬.: [6, 1424, 23, 1473]
- table-cell: ୨୩.୦୮.୨୦୧୯: [767, 818, 829, 844]
- asset-description: ଶ୍ରୀମତୀ ଝିଲିକ୍ ପଣ୍ଡାଙ୍କ ନାମରେ ଥିବା ଜମି ଓ କୋଠା, ମୌଜା: ସାଲେପୁର, ଖାତା ନଂ: ୬୦୬, ପ୍ଲଟ୍ ନଂ: ୧୨୧୨, କ୍ଷେତ୍ରଫଳ: ଏ.୦.୦୩୫ ଡିସିମିଲ୍: [255, 1375, 465, 1390]
- table-cell: ୨୨.୦୮.୨୦୧୯: [767, 792, 829, 818]
- table-cell: ୦୬.୦୯.୨୦୧୯ ପୂର୍ବାହ୍ନ ୧୧.୦୦ - ଅପରାହ୍ନ ୫.୦୦: [828, 870, 939, 896]
- asset-description: ଶ୍ରୀ ରବି ନାରାୟଣ ପାଢ଼ୀଙ୍କ ନାମରେ ଥିବା ଜମି ଓ କୋଠା, ମୌଜା: ଜୟପୁର, ଖାତା ନଂ: ୩୩୩, ପ୍ଲଟ୍ ନଂ: ୪୪୪, କ୍ଷେତ୍ରଫଳ: ଏ.୦.୦୫୫ ଡିସିମିଲ୍: [720, 381, 930, 397]
- branch-name: ସାଲେପୁର ଶାଖା / ଫୋନ୍: ୦୬୭୧-୨୪୯୨୩୪୫, ମୋ: ୯୪୩୮୨୨୨୩୩୩: [25, 1375, 198, 1383]
- table-cell: ୨୧.୦୮.୨୦୧୯: [767, 688, 829, 714]
- table-row: [481, 584, 940, 610]
- table-cell: ୧୩,୪୦,୦୦୦/-: [554, 532, 596, 558]
- table-cell: ୨୮.: [481, 1234, 506, 1260]
